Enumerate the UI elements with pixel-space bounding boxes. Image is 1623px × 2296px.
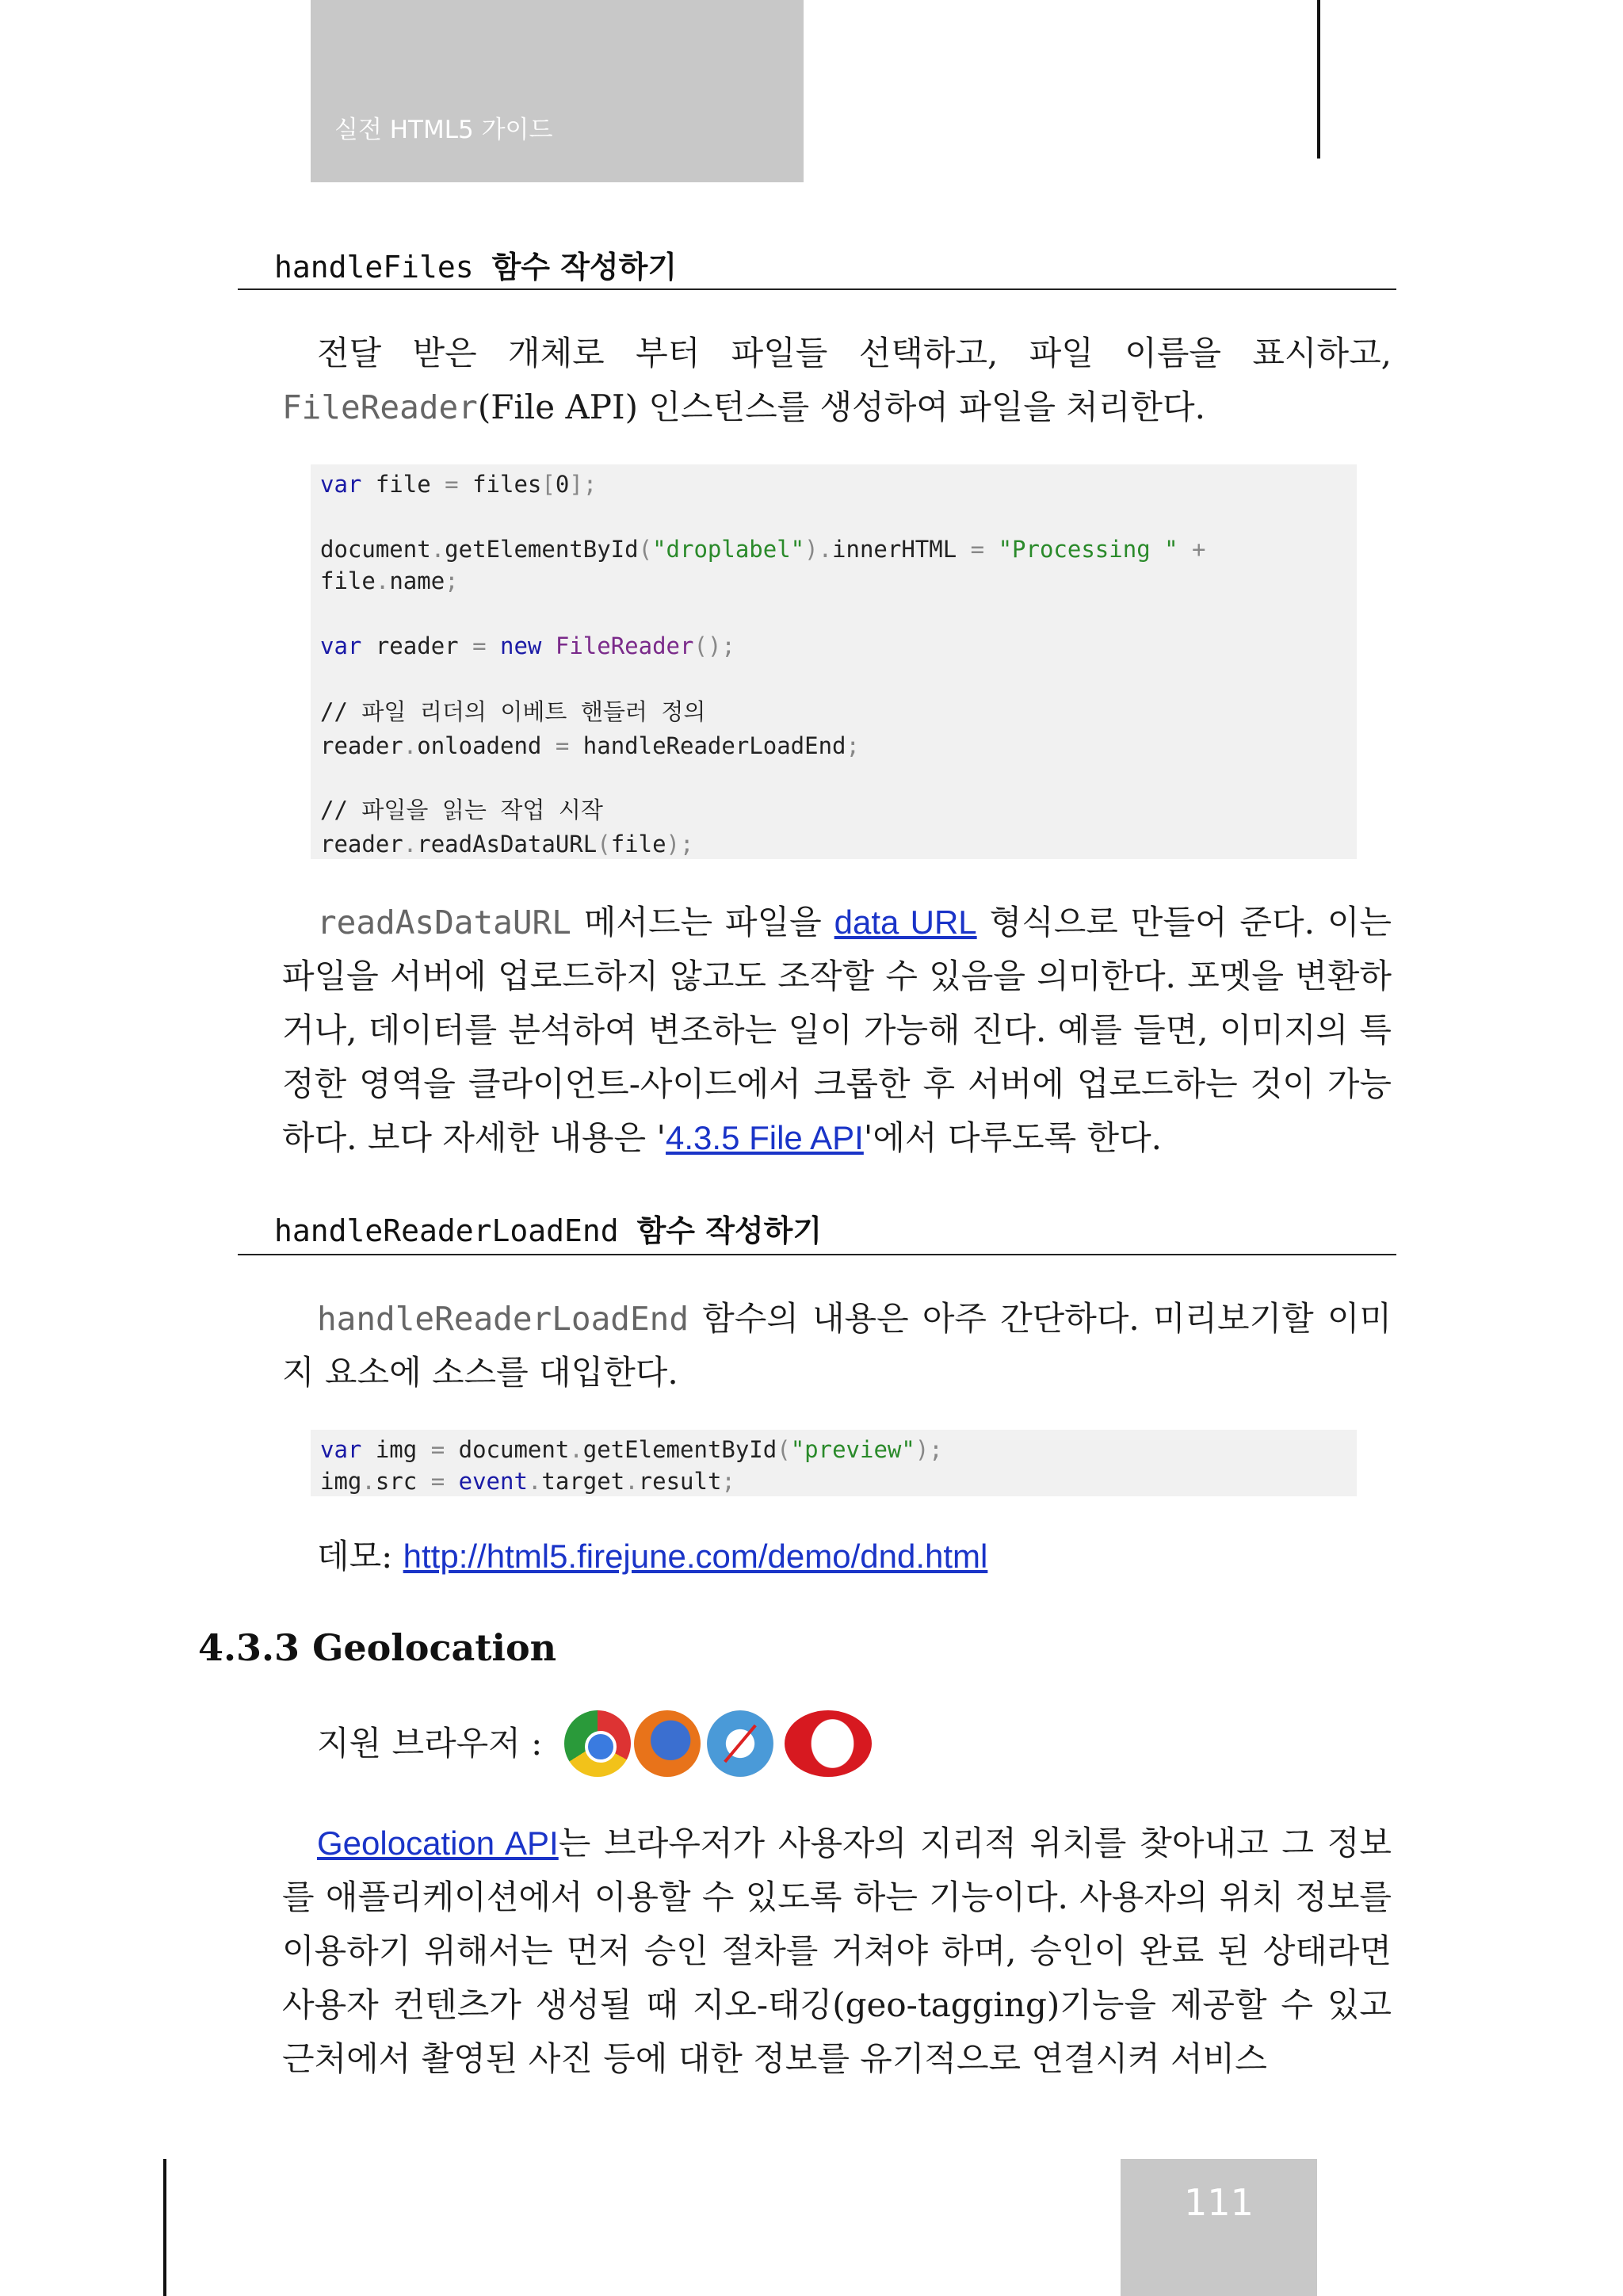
paragraph-text: 함수의 내용은 아주 간단하다. 미리보기할 이미지 요소에 소스를 대입한다. — [282, 1299, 1392, 1392]
paragraph-geolocation — [282, 1817, 1392, 2086]
demo-label: 데모: — [317, 1537, 393, 1576]
section-heading-handlefiles — [274, 243, 677, 286]
section-divider — [238, 1254, 1396, 1255]
file-api-link[interactable]: 4.3.5 File API — [666, 1119, 864, 1156]
heading-function-name: handleReaderLoadEnd — [274, 1213, 619, 1248]
paragraph-text: '에서 다루도록 한다. — [863, 1118, 1163, 1157]
opera-icon — [785, 1710, 872, 1777]
page-number-band — [1121, 2159, 1317, 2296]
paragraph-handlereaderloadend — [282, 1292, 1392, 1400]
inline-code-handlereaderloadend: handleReaderLoadEnd — [317, 1300, 689, 1338]
paragraph-line: 전달 받은 개체로 부터 파일들 선택하고, 파일 이름을 표시하고, — [317, 334, 1392, 372]
code-line: var reader = new FileReader(); — [320, 632, 735, 659]
header-rule — [1317, 0, 1320, 159]
code-block-preview — [311, 1430, 1357, 1496]
code-line: reader.readAsDataURL(file); — [320, 831, 694, 858]
section-divider — [238, 288, 1396, 290]
paragraph-readasdataurl — [282, 896, 1392, 1165]
chrome-icon — [564, 1710, 631, 1777]
code-comment: // 파일 리더의 이베트 핸들러 정의 — [320, 698, 706, 725]
heading-label: 함수 작성하기 — [491, 250, 678, 285]
code-block-handlefiles — [311, 464, 1357, 859]
code-line: var file = files[0]; — [320, 471, 598, 498]
paragraph-text: 형식으로 만들어 준다. 이는 파일을 서버에 업로드하지 않고도 조작할 수 있음을 의미한다. 포멧을 변환하거나, 데이터를 분석하여 변조하는 일이 가능해 진다. 예를 들면, 이미지의 특정한 영역을 클라이언트-사이드에서 크롭한 후 서버에 업로드하는 것이 가능하다. 보다 자세한 내용은 ' — [282, 903, 1392, 1157]
geolocation-api-link[interactable]: Geolocation API — [317, 1824, 559, 1862]
heading-function-name: handleFiles — [274, 250, 474, 285]
code-line: document.getElementById("droplabel").innerHTML = "Processing " + — [320, 536, 1206, 563]
code-line: img.src = event.target.result; — [320, 1468, 735, 1495]
paragraph-line — [282, 380, 1392, 434]
demo-link[interactable]: http://html5.firejune.com/demo/dnd.html — [403, 1538, 988, 1575]
page-number: 111 — [1184, 2181, 1254, 2224]
header-band — [311, 0, 804, 182]
inline-code-readasdataurl: readAsDataURL — [317, 904, 571, 942]
book-title: 실전 HTML5 가이드 — [334, 116, 553, 144]
paragraph-handlefiles — [282, 327, 1392, 434]
safari-icon — [707, 1710, 773, 1777]
paragraph-text: (File API) 인스턴스를 생성하여 파일을 처리한다. — [477, 388, 1205, 426]
code-line: var img = document.getElementById("preview"); — [320, 1436, 943, 1463]
data-url-link[interactable]: data URL — [834, 904, 977, 941]
footer-rule — [163, 2159, 166, 2296]
code-comment: // 파일을 읽는 작업 시작 — [320, 797, 603, 823]
firefox-icon — [634, 1710, 701, 1777]
section-heading-handlereaderloadend — [274, 1206, 822, 1250]
inline-code-filereader: FileReader — [282, 388, 478, 426]
code-line: reader.onloadend = handleReaderLoadEnd; — [320, 732, 860, 759]
paragraph-text: 는 브라우저가 사용자의 지리적 위치를 찾아내고 그 정보를 애플리케이션에서 이용할 수 있도록 하는 기능이다. 사용자의 위치 정보를 이용하기 위해서는 먼저 승인 절차를 거쳐야 하며, 승인이 완료 된 상태라면 사용자 컨텐츠가 생성될 때 지오-태깅(geo-tagging)기능을 제공할 수 있고 근처에서 촬영된 사진 등에 대한 정보를 유기적으로 연결시켜 서비스 — [282, 1824, 1392, 2078]
heading-label: 함수 작성하기 — [636, 1213, 823, 1248]
section-heading-geolocation: 4.3.3 Geolocation — [198, 1626, 557, 1669]
supported-browsers-label: 지원 브라우저 : — [317, 1724, 543, 1763]
paragraph-text: 메서드는 파일을 — [583, 903, 822, 942]
demo-line — [317, 1530, 1347, 1584]
code-line: file.name; — [320, 567, 459, 594]
